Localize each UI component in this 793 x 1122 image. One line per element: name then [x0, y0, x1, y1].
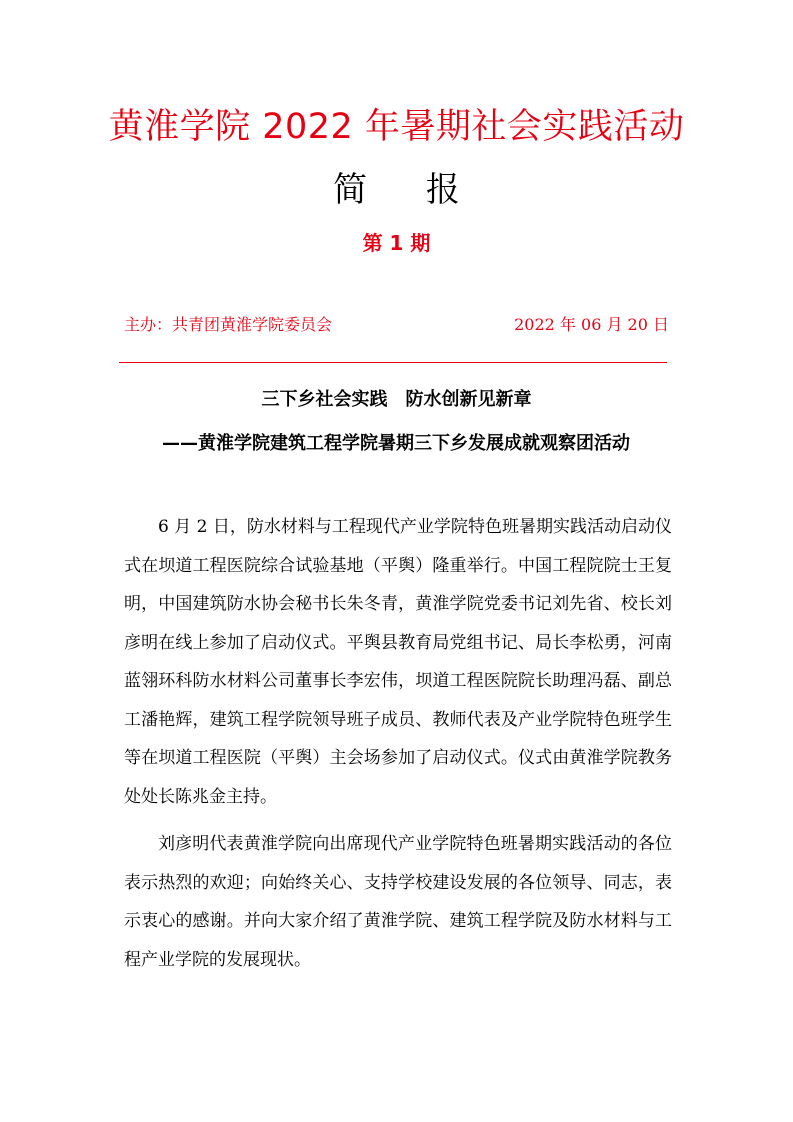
bulletin-subtitle: 简 报	[333, 170, 484, 210]
publish-date: 2022 年 06 月 20 日	[514, 315, 669, 334]
meta-row	[124, 312, 669, 338]
article-paragraph: 刘彦明代表黄淮学院向出席现代产业学院特色班暑期实践活动的各位表示热烈的欢迎；向始终关心、支持学校建设发展的各位领导、同志，表示衷心的感谢。并向大家介绍了黄淮学院、建筑工程学院及防水材料与工程产业学院的发展现状。	[124, 834, 672, 970]
article-subtitle: ——黄淮学院建筑工程学院暑期三下乡发展成就观察团活动	[162, 433, 630, 454]
bulletin-title: 黄淮学院 2022 年暑期社会实践活动	[108, 107, 685, 147]
header-divider	[119, 362, 667, 363]
article-paragraph: 6 月 2 日，防水材料与工程现代产业学院特色班暑期实践活动启动仪式在坝道工程医院综合试验基地（平舆）隆重举行。中国工程院院士王复明，中国建筑防水协会秘书长朱冬青，黄淮学院党委书记刘先省、校长刘彦明在线上参加了启动仪式。平舆县教育局党组书记、局长李松勇，河南蓝翎环科防水材料公司董事长李宏伟，坝道工程医院院长助理冯磊、副总工潘艳辉，建筑工程学院领导班子成员、教师代表及产业学院特色班学生等在坝道工程医院（平舆）主会场参加了启动仪式。仪式由黄淮学院教务处处长陈兆金主持。	[124, 517, 672, 807]
sponsor-label: 主办：共青团黄淮学院委员会	[124, 315, 333, 334]
article-title: 三下乡社会实践 防水创新见新章	[261, 389, 532, 410]
article-body	[124, 508, 672, 979]
issue-number: 第 1 期	[362, 231, 431, 255]
